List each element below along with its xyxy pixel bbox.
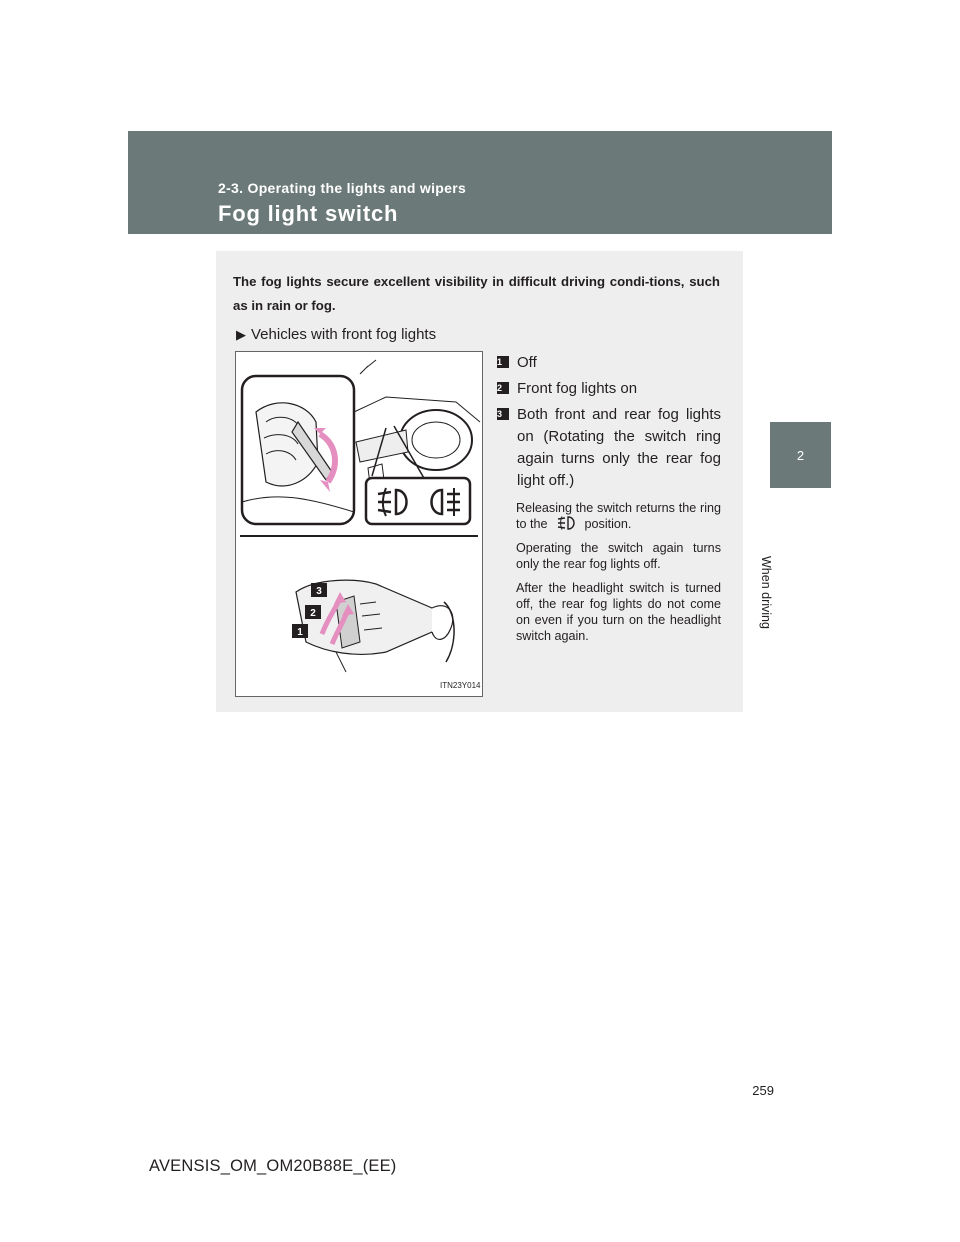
image-code: ITN23Y014 [440, 681, 481, 690]
variant-heading-text: Vehicles with front fog lights [251, 326, 437, 343]
callout-2 [305, 605, 321, 619]
front-fog-light-icon [551, 516, 581, 530]
chapter-title: When driving [759, 556, 773, 629]
document-code: AVENSIS_OM_OM20B88E_(EE) [149, 1157, 397, 1175]
note-operating-again: Operating the switch again turns only the rear fog lights off. [516, 541, 721, 571]
list-item [497, 378, 721, 400]
note-release-text-b: position. [584, 517, 632, 531]
item-list [497, 352, 721, 644]
triangle-bullet-icon: ▶ [236, 327, 246, 342]
list-item [497, 352, 721, 374]
section-label: 2-3. Operating the lights and wipers [218, 180, 467, 196]
note-release-text-a: Releasing the switch returns the ring to the [516, 501, 721, 531]
page-number: 259 [752, 1083, 774, 1098]
callout-1-label: 1 [297, 627, 303, 638]
item-number-badge: 2 [497, 382, 509, 394]
item-number-badge: 3 [497, 408, 509, 420]
variant-heading [236, 326, 436, 343]
item-text: Front fog lights on [517, 380, 638, 397]
note-release [497, 500, 721, 532]
chapter-number: 2 [796, 448, 805, 463]
callout-1 [292, 624, 308, 638]
page-title: Fog light switch [218, 201, 399, 226]
callout-3-label: 3 [316, 586, 322, 597]
fog-icon-panel [366, 478, 470, 524]
hand-inset [242, 376, 354, 524]
note-headlight-off: After the headlight switch is turned off, the rear fog lights do not come on even if you turn on the headlight switch again. [516, 581, 721, 643]
item-text: Off [517, 354, 537, 371]
item-text: Both front and rear fog lights on (Rotating the switch ring again turns only the rear fog light off.) [517, 406, 721, 489]
intro-text: The fog lights secure excellent visibility in difficult driving condi-tions, such as in rain or fog. [233, 274, 720, 313]
item-number-badge: 1 [497, 356, 509, 368]
fog-switch-illustration [235, 351, 483, 697]
chapter-tab [770, 422, 831, 488]
callout-2-label: 2 [310, 608, 316, 619]
callout-3 [311, 583, 327, 597]
list-item [497, 404, 721, 492]
